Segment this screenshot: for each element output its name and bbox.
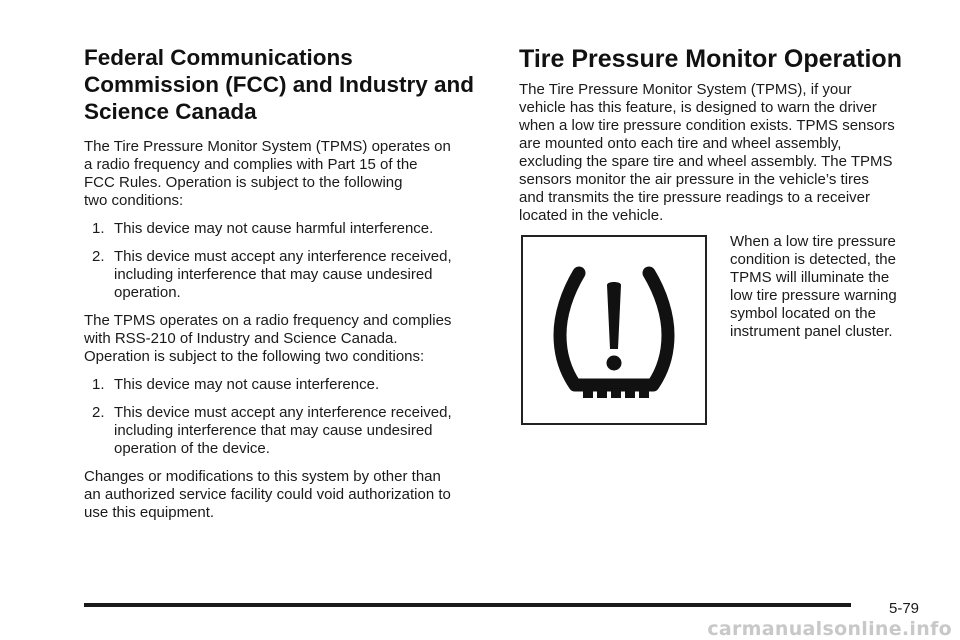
- text-line: When a low tire pressure: [730, 233, 896, 250]
- list-item: [84, 376, 494, 394]
- footer-rule: [84, 603, 851, 607]
- text-line: vehicle has this feature, is designed to warn the driver: [519, 99, 877, 116]
- fcc-conditions-list: [84, 220, 494, 302]
- text-line: The Tire Pressure Monitor System (TPMS), if your: [519, 81, 852, 98]
- text-line: condition is detected, the: [730, 251, 896, 268]
- text-line: operation of the device.: [114, 440, 270, 457]
- text-line: when a low tire pressure condition exists. TPMS sensors: [519, 117, 895, 134]
- modifications-paragraph: [84, 468, 494, 522]
- tpms-operation-paragraph: [519, 81, 929, 225]
- list-item: [84, 404, 494, 458]
- title-line: Federal Communications: [84, 45, 353, 70]
- text-line: including interference that may cause undesired: [114, 266, 433, 283]
- low-tire-pressure-warning-icon: [523, 237, 705, 423]
- list-number: 2.: [92, 248, 105, 265]
- title-line: Commission (FCC) and Industry and: [84, 72, 475, 97]
- list-number: 2.: [92, 404, 105, 421]
- text-line: are mounted onto each tire and wheel assembly,: [519, 135, 842, 152]
- canada-paragraph: [84, 312, 494, 366]
- list-item: [84, 220, 494, 238]
- left-column: [84, 44, 494, 532]
- list-number: 1.: [92, 220, 105, 237]
- canada-conditions-list: [84, 376, 494, 458]
- text-line: use this equipment.: [84, 504, 215, 521]
- text-line: This device may not cause interference.: [114, 376, 380, 393]
- text-line: an authorized service facility could void authorization to: [84, 486, 451, 503]
- fcc-section-title: [84, 44, 494, 125]
- text-line: with RSS-210 of Industry and Science Canada.: [84, 330, 398, 347]
- text-line: This device must accept any interference received,: [114, 404, 452, 421]
- text-line: instrument panel cluster.: [730, 323, 893, 340]
- page-number: 5-79: [889, 600, 920, 617]
- text-line: a radio frequency and complies with Part 15 of the: [84, 156, 418, 173]
- text-line: sensors monitor the air pressure in the vehicle’s tires: [519, 171, 869, 188]
- watermark: carmanualsonline.info: [707, 618, 952, 640]
- text-line: operation.: [114, 284, 181, 301]
- list-number: 1.: [92, 376, 105, 393]
- text-line: The TPMS operates on a radio frequency and complies: [84, 312, 452, 329]
- symbol-caption: [730, 233, 926, 341]
- text-line: located in the vehicle.: [519, 207, 664, 224]
- text-line: This device must accept any interference received,: [114, 248, 452, 265]
- text-line: including interference that may cause undesired: [114, 422, 433, 439]
- title-line: Science Canada: [84, 99, 257, 124]
- text-line: low tire pressure warning: [730, 287, 897, 304]
- text-line: excluding the spare tire and wheel assembly. The TPMS: [519, 153, 893, 170]
- text-line: Operation is subject to the following two conditions:: [84, 348, 425, 365]
- right-column: [519, 44, 929, 435]
- text-line: FCC Rules. Operation is subject to the following: [84, 174, 403, 191]
- warning-symbol-figure: [519, 235, 929, 435]
- list-item: [84, 248, 494, 302]
- text-line: and transmits the tire pressure readings to a receiver: [519, 189, 870, 206]
- text-line: The Tire Pressure Monitor System (TPMS) operates on: [84, 138, 451, 155]
- text-line: This device may not cause harmful interference.: [114, 220, 434, 237]
- tpms-operation-title: Tire Pressure Monitor Operation: [519, 45, 902, 73]
- text-line: TPMS will illuminate the: [730, 269, 890, 286]
- symbol-frame: [521, 235, 707, 425]
- text-line: two conditions:: [84, 192, 184, 209]
- text-line: symbol located on the: [730, 305, 876, 322]
- fcc-intro-paragraph: [84, 138, 494, 210]
- text-line: Changes or modifications to this system by other than: [84, 468, 441, 485]
